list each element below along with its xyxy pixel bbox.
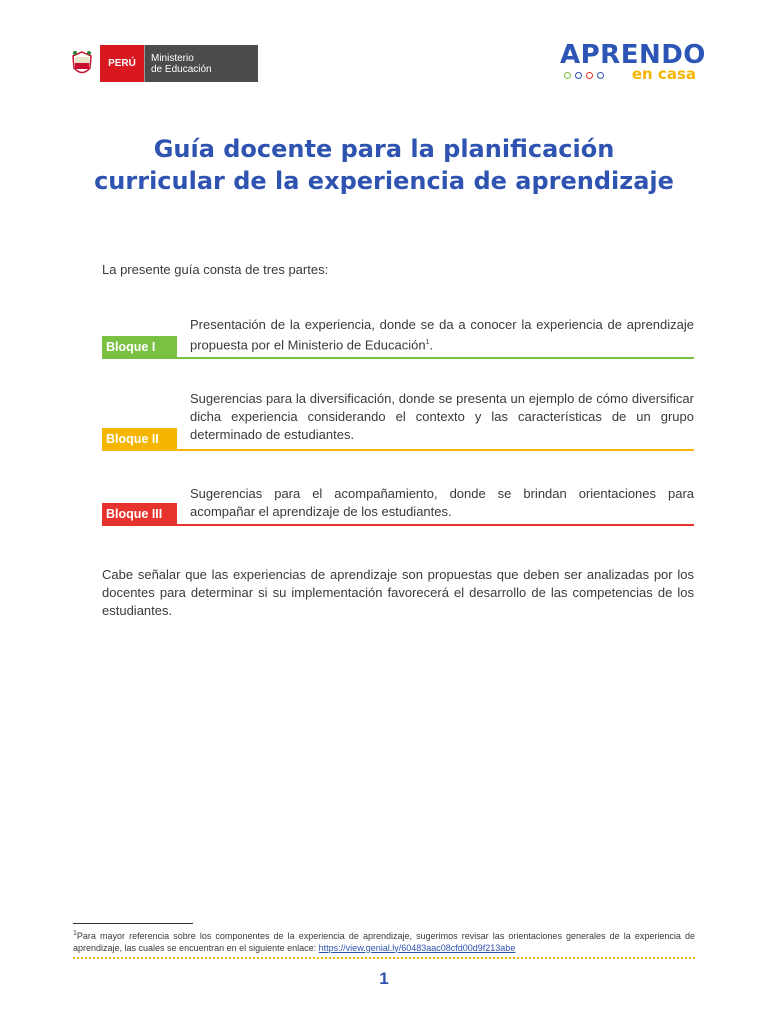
page-number: 1 — [379, 969, 389, 988]
block-2-label: Bloque II — [102, 428, 177, 449]
ministry-label — [144, 45, 258, 82]
block-3-label: Bloque III — [102, 503, 177, 524]
block-2 — [102, 390, 694, 454]
closing-paragraph: Cabe señalar que las experiencias de aprendizaje son propuestas que deben ser analizadas por los docentes para determinar si su implementación favorecerá el desarrollo de las competencias de los estudiantes. — [102, 567, 694, 618]
block-3-text: Sugerencias para el acompañamiento, donde se brindan orientaciones para acompañar el aprendizaje de los estudiantes. — [190, 486, 694, 519]
footer-divider — [73, 957, 695, 959]
ministry-line1: Ministerio — [151, 52, 194, 64]
footnote-text: Para mayor referencia sobre los componentes de la experiencia de aprendizaje, sugerimos revisar las orientaciones generales de la experiencia de aprendizaje, las cuales se encuentran en el siguiente enlace: — [73, 931, 695, 953]
ministry-line2: de Educación — [151, 63, 212, 75]
coat-of-arms-icon — [64, 45, 100, 82]
footnote-rule — [73, 923, 193, 924]
block-2-rule — [102, 449, 694, 451]
block-2-text: Sugerencias para la diversificación, donde se presenta un ejemplo de cómo diversificar dicha experiencia considerando el contexto y las características de un grupo determinado de estudiantes. — [190, 391, 694, 442]
brand-dots-icon — [564, 72, 604, 79]
block-1-rule — [102, 357, 694, 359]
brand-sub: en casa — [631, 65, 696, 83]
block-1-label: Bloque I — [102, 336, 177, 357]
footnote-mark: 1 — [73, 930, 77, 937]
aprendo-en-casa-logo — [558, 40, 706, 86]
footnote — [73, 928, 695, 954]
peru-label: PERÚ — [100, 45, 144, 82]
footnote-link[interactable]: https://view.genial.ly/60483aac08cfd00d9f213abe — [318, 942, 516, 953]
block-3 — [102, 485, 694, 529]
intro-text: La presente guía consta de tres partes: — [102, 262, 329, 277]
title-line1: Guía docente para la planificación — [153, 135, 615, 163]
block-1 — [102, 316, 694, 360]
block-1-text: Presentación de la experiencia, donde se da a conocer la experiencia de aprendizaje propuesta por el Ministerio de Educación$^1$. — [190, 317, 694, 353]
brand-main: APRENDO — [560, 40, 706, 70]
title-line2: curricular de la experiencia de aprendizaje — [94, 167, 674, 195]
footnote-ref: 1 — [425, 339, 430, 346]
page-title — [40, 133, 728, 197]
block-3-rule — [102, 524, 694, 526]
ministry-logo — [64, 45, 258, 82]
